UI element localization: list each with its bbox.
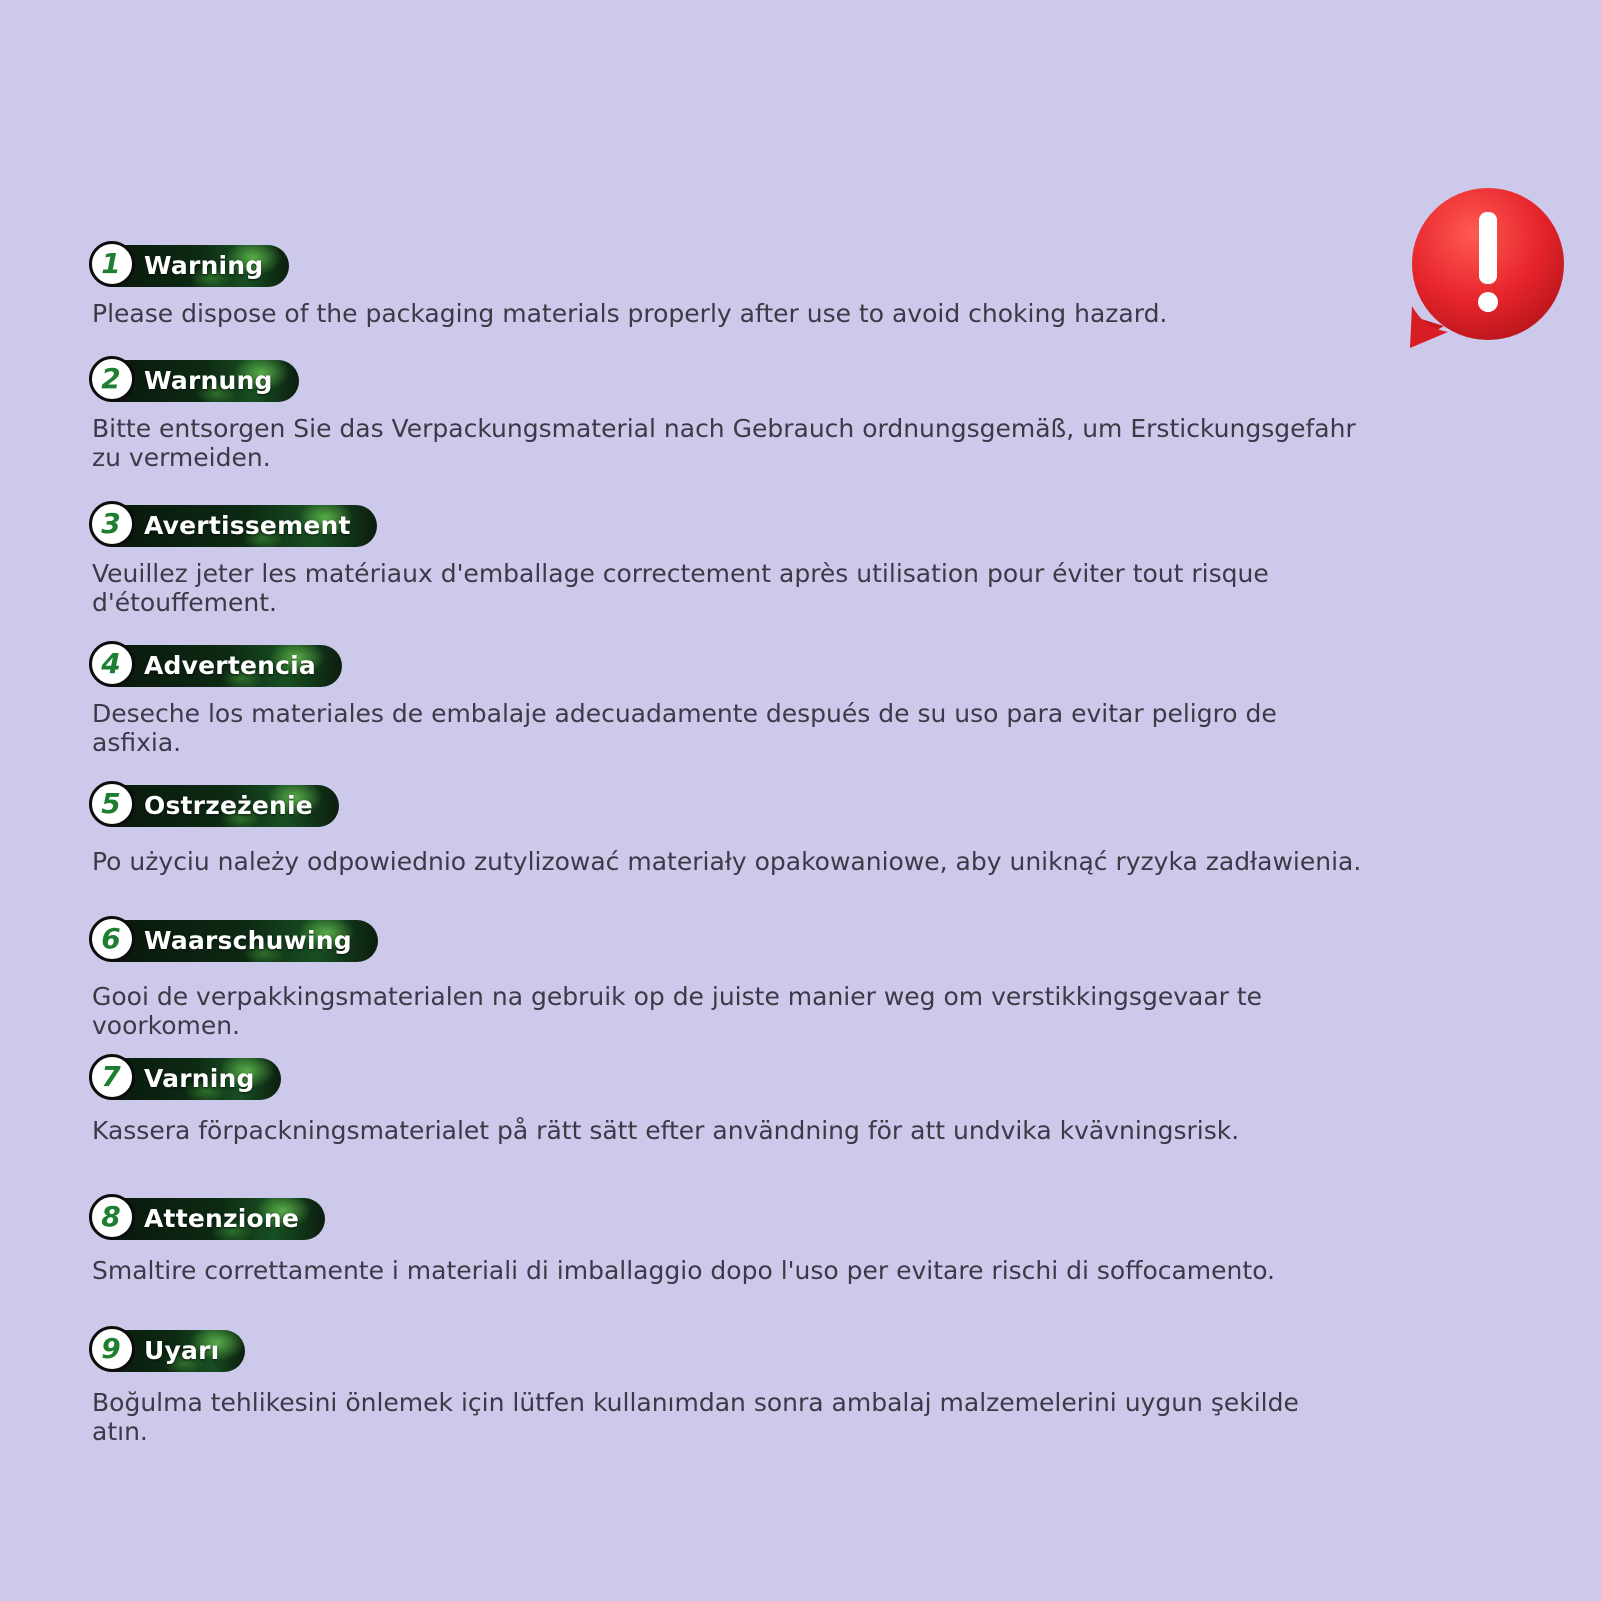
warning-number: 3 <box>101 507 121 540</box>
warning-number: 6 <box>101 922 121 955</box>
warning-badge <box>92 645 342 687</box>
warning-number: 7 <box>101 1060 121 1093</box>
warning-number: 4 <box>101 647 121 680</box>
warning-title: Waarschuwing <box>144 926 352 955</box>
warning-number: 8 <box>101 1200 121 1233</box>
number-circle <box>89 1054 135 1100</box>
warning-text: Po użyciu należy odpowiednio zutylizować materiały opakowaniowe, aby uniknąć ryzyka zadławienia. <box>92 847 1362 876</box>
warning-title: Warning <box>144 251 264 280</box>
warning-badge <box>92 785 339 827</box>
number-circle <box>89 1194 135 1240</box>
warning-item-8 <box>90 1198 1380 1285</box>
exclamation-speech-bubble-icon <box>1404 186 1566 348</box>
warning-number: 5 <box>101 787 121 820</box>
warning-badge <box>92 1330 245 1372</box>
warning-title: Avertissement <box>144 511 351 540</box>
warning-item-9 <box>90 1330 1380 1446</box>
number-circle <box>89 916 135 962</box>
warning-title: Advertencia <box>144 651 316 680</box>
warning-title: Attenzione <box>144 1204 300 1233</box>
warning-text: Kassera förpackningsmaterialet på rätt sätt efter användning för att undvika kvävningsrisk. <box>92 1116 1240 1145</box>
warning-item-1 <box>90 245 1380 328</box>
warning-badge <box>92 245 289 287</box>
warning-title: Warnung <box>144 366 273 395</box>
warning-text: Bitte entsorgen Sie das Verpackungsmaterial nach Gebrauch ordnungsgemäß, um Erstickungsgefahr zu vermeiden. <box>92 414 1356 472</box>
warning-title: Ostrzeżenie <box>144 791 313 820</box>
warning-item-3 <box>90 505 1380 617</box>
warning-number: 1 <box>101 247 121 280</box>
number-circle <box>89 501 135 547</box>
number-circle <box>89 241 135 287</box>
warning-number: 2 <box>101 362 121 395</box>
warning-number: 9 <box>101 1332 121 1365</box>
warning-badge <box>92 1198 325 1240</box>
warning-badge <box>92 920 378 962</box>
number-circle <box>89 1326 135 1372</box>
warning-text: Please dispose of the packaging materials properly after use to avoid choking hazard. <box>92 299 1168 328</box>
number-circle <box>89 781 135 827</box>
warning-badge <box>92 505 377 547</box>
warning-text: Boğulma tehlikesini önlemek için lütfen kullanımdan sonra ambalaj malzemelerini uygun şekilde atın. <box>92 1388 1299 1446</box>
warning-item-5 <box>90 785 1380 876</box>
number-circle <box>89 641 135 687</box>
warning-item-7 <box>90 1058 1380 1145</box>
warning-text: Deseche los materiales de embalaje adecuadamente después de su uso para evitar peligro de asfixia. <box>92 699 1277 757</box>
warning-title: Varning <box>144 1064 255 1093</box>
warning-text: Gooi de verpakkingsmaterialen na gebruik op de juiste manier weg om verstikkingsgevaar te voorkomen. <box>92 982 1263 1040</box>
warning-item-4 <box>90 645 1380 757</box>
warning-title: Uyarı <box>144 1336 220 1365</box>
warning-badge <box>92 360 299 402</box>
warning-item-2 <box>90 360 1380 472</box>
warning-item-6 <box>90 920 1380 1040</box>
warning-text: Veuillez jeter les matériaux d'emballage correctement après utilisation pour éviter tout risque d'étouffement. <box>92 559 1269 617</box>
warning-text: Smaltire correttamente i materiali di imballaggio dopo l'uso per evitare rischi di soffocamento. <box>92 1256 1275 1285</box>
warning-badge <box>92 1058 281 1100</box>
number-circle <box>89 356 135 402</box>
